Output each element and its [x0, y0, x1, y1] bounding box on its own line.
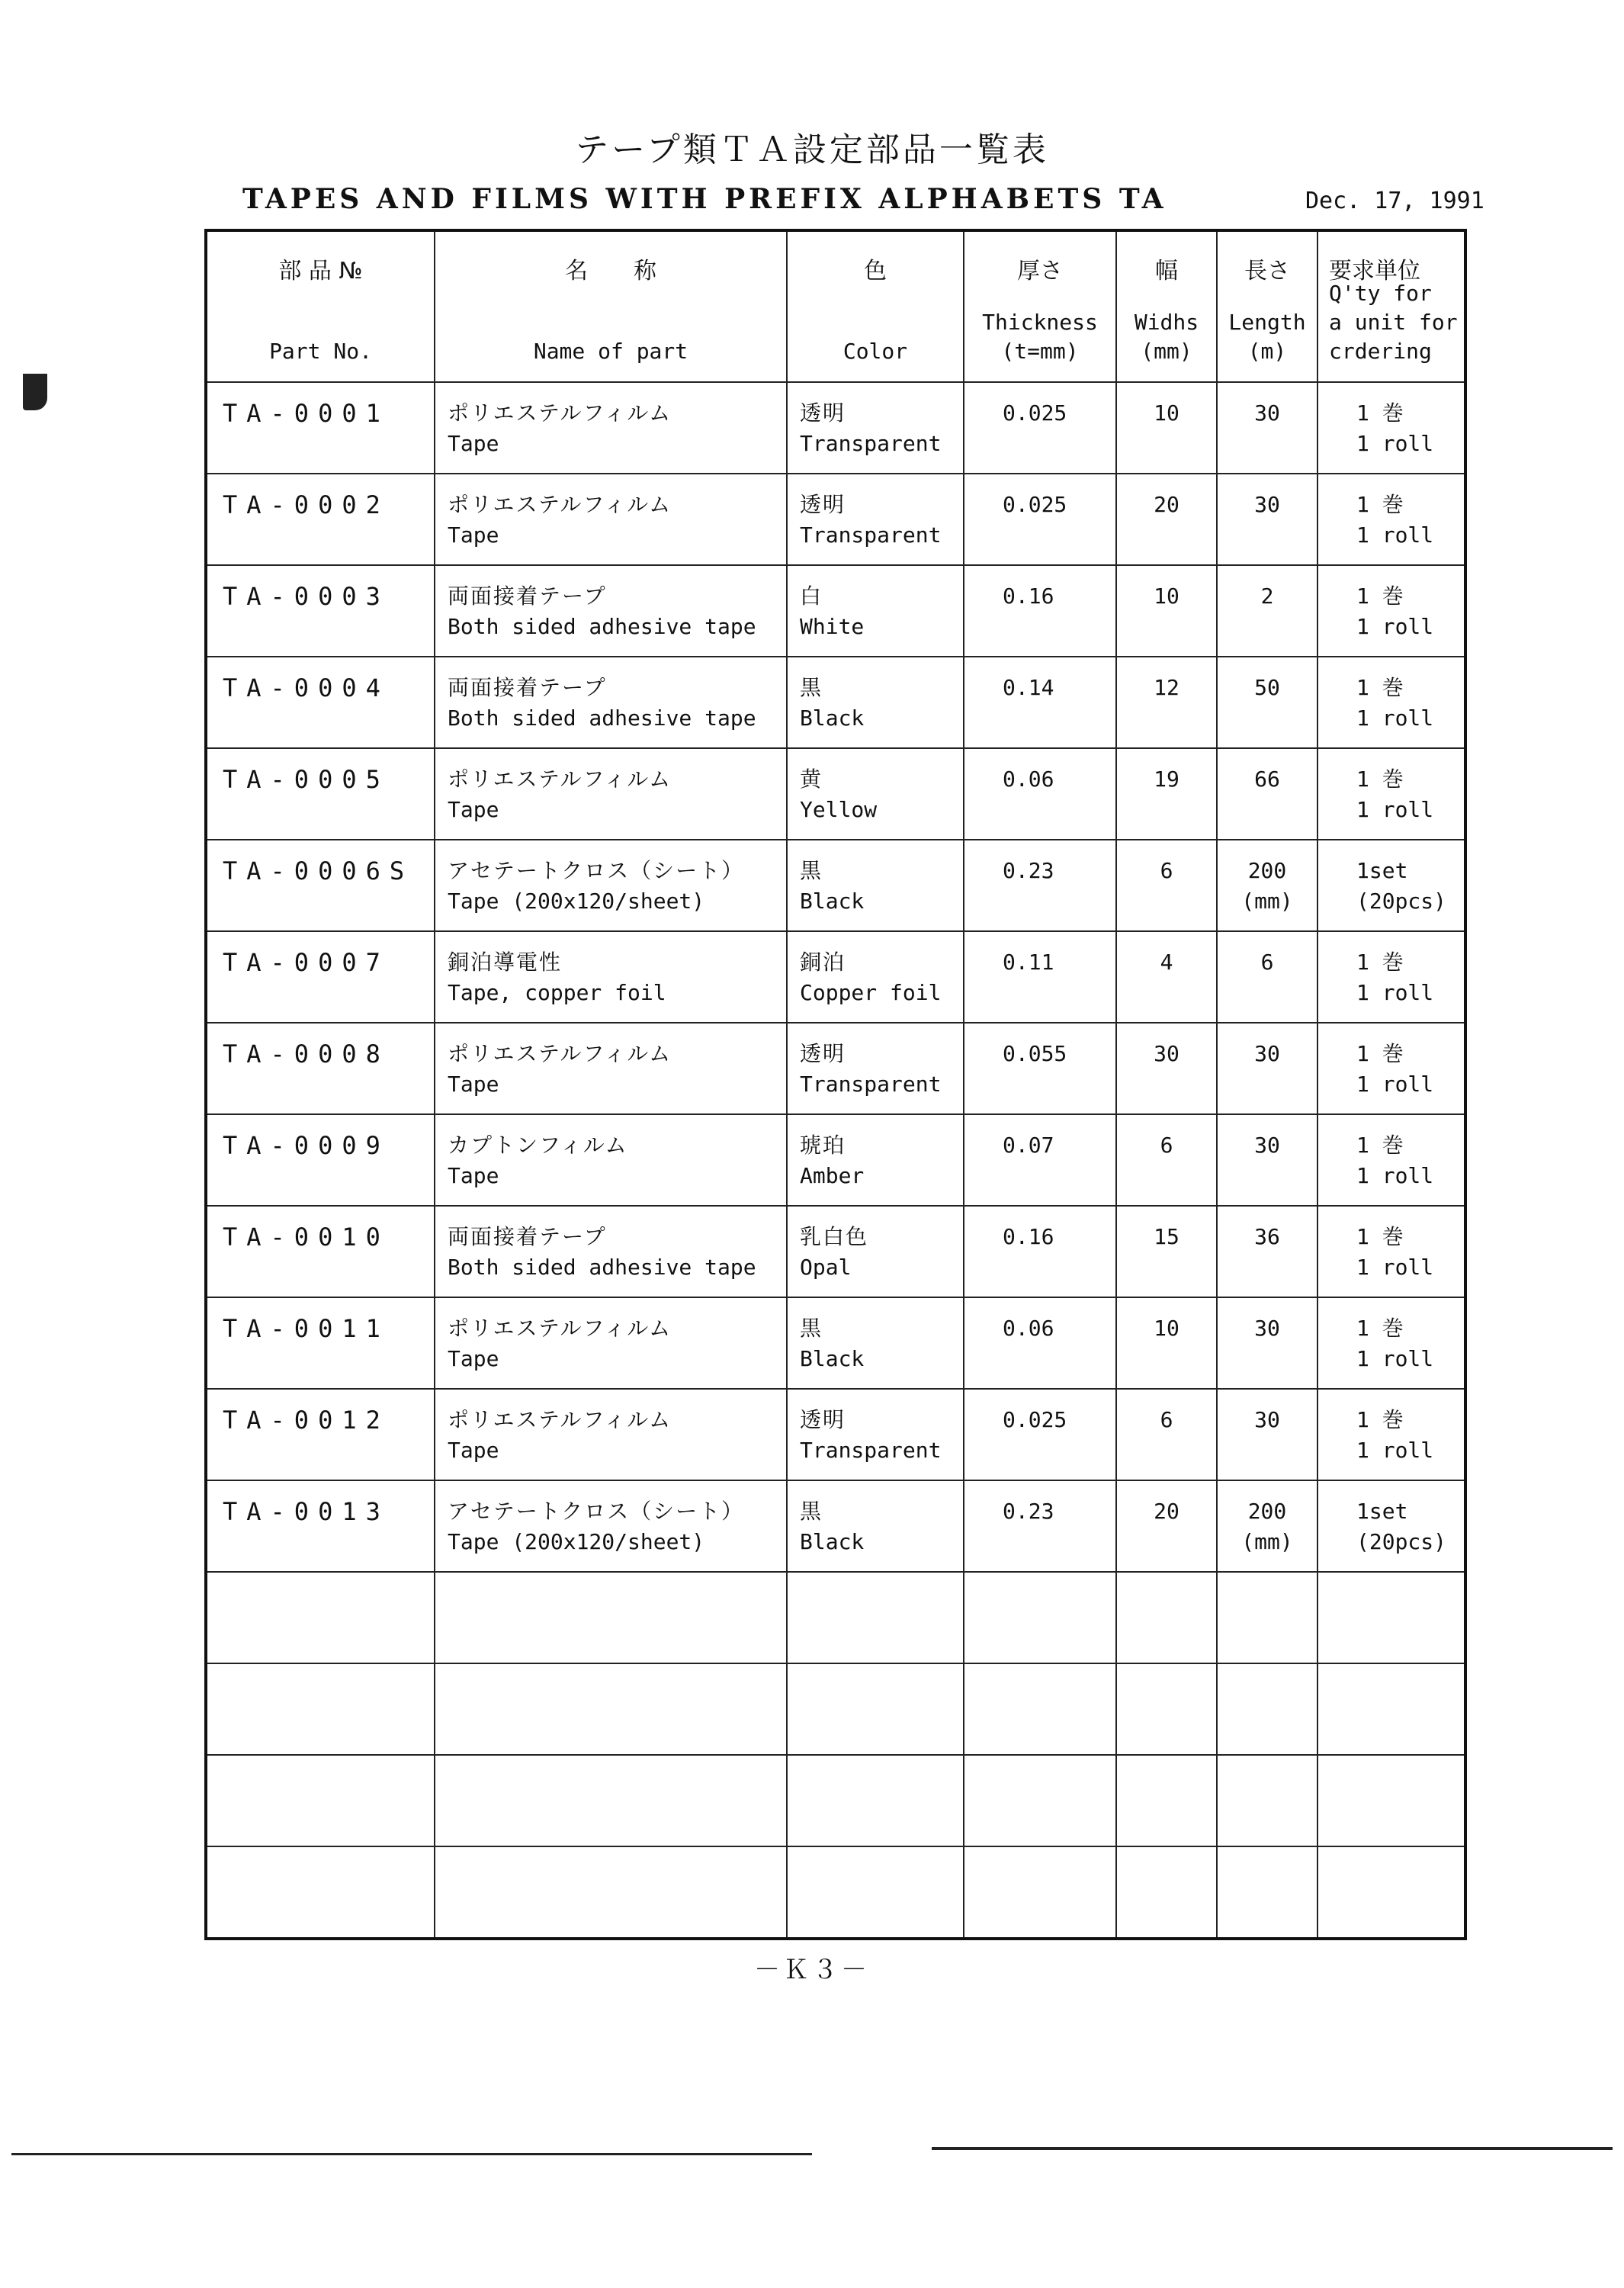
part-name-en: Both sided adhesive tape: [448, 705, 756, 731]
cell-qty: [1317, 840, 1465, 931]
header-part-no-en: Part No.: [269, 339, 372, 364]
empty-cell: [787, 1572, 964, 1663]
length-unit: (mm): [1241, 889, 1293, 914]
part-name-jp: アセテートクロス（シート）: [448, 1499, 745, 1524]
header-color-jp: 色: [864, 258, 887, 284]
cell-part-no: [206, 1206, 435, 1297]
part-name-jp: ポリエステルフィルム: [448, 1316, 672, 1341]
cell-qty: [1317, 474, 1465, 565]
thickness-value: 0.06: [1003, 766, 1054, 792]
qty-line-2: (20pcs): [1356, 889, 1447, 914]
cell-thickness: [964, 1206, 1116, 1297]
thickness-value: 0.025: [1003, 1407, 1067, 1432]
qty-line-2: 1 roll: [1356, 797, 1434, 822]
thickness-value: 0.23: [1003, 1499, 1054, 1524]
header-width: [1116, 230, 1217, 382]
width-value: 6: [1160, 1133, 1173, 1158]
color-jp: 銅泊: [800, 950, 846, 975]
color-jp: 黒: [800, 858, 823, 883]
width-value: 4: [1160, 950, 1173, 975]
cell-qty: [1317, 748, 1465, 840]
cell-width: [1116, 1389, 1217, 1480]
empty-cell: [206, 1755, 435, 1846]
length-value: 30: [1254, 1316, 1280, 1341]
qty-line-1: 1 巻: [1356, 1407, 1404, 1432]
empty-cell: [435, 1846, 787, 1939]
part-name-jp: カプトンフィルム: [448, 1133, 628, 1158]
empty-table-row: [206, 1572, 1465, 1663]
part-name-en: Tape (200x120/sheet): [448, 889, 705, 914]
header-length-en: Length (m): [1228, 310, 1306, 364]
cell-thickness: [964, 474, 1116, 565]
header-qty-en: Q'ty for a unit for crdering: [1329, 281, 1458, 364]
binding-hole-mark: [23, 374, 47, 410]
qty-line-1: 1set: [1356, 858, 1408, 883]
color-jp: 黒: [800, 1316, 823, 1341]
color-en: Transparent: [800, 431, 942, 456]
part-name-jp: ポリエステルフィルム: [448, 766, 672, 792]
cell-length: [1217, 748, 1317, 840]
color-jp: 白: [800, 583, 823, 609]
part-name-jp: 両面接着テープ: [448, 1224, 607, 1249]
length-value: 30: [1254, 1407, 1280, 1432]
color-en: Copper foil: [800, 980, 942, 1005]
cell-part-no: [206, 382, 435, 474]
cell-thickness: [964, 1023, 1116, 1114]
cell-name: [435, 474, 787, 565]
width-value: 15: [1154, 1224, 1179, 1249]
empty-table-row: [206, 1755, 1465, 1846]
qty-line-2: 1 roll: [1356, 705, 1434, 731]
cell-thickness: [964, 840, 1116, 931]
cell-part-no: [206, 931, 435, 1023]
cell-length: [1217, 1206, 1317, 1297]
color-jp: 琥珀: [800, 1133, 846, 1158]
qty-line-1: 1 巻: [1356, 583, 1404, 609]
cell-qty: [1317, 1206, 1465, 1297]
qty-line-2: 1 roll: [1356, 1438, 1434, 1463]
qty-line-2: 1 roll: [1356, 431, 1434, 456]
length-value: 200: [1247, 858, 1287, 883]
cell-name: [435, 1114, 787, 1206]
cell-part-no: [206, 748, 435, 840]
table-row: [206, 565, 1465, 657]
header-thickness-jp: 厚さ: [1017, 258, 1063, 284]
cell-part-no: [206, 657, 435, 748]
qty-line-1: 1set: [1356, 1499, 1408, 1524]
header-length-jp: 長さ: [1244, 258, 1290, 284]
qty-line-1: 1 巻: [1356, 400, 1404, 426]
part-number: TA-0003: [223, 582, 390, 611]
cell-name: [435, 931, 787, 1023]
table-row: [206, 1480, 1465, 1572]
header-part-no: [206, 230, 435, 382]
color-en: Transparent: [800, 522, 942, 548]
cell-width: [1116, 1480, 1217, 1572]
table-row: [206, 1114, 1465, 1206]
cell-length: [1217, 1297, 1317, 1389]
empty-cell: [206, 1846, 435, 1939]
part-number: TA-0006S: [223, 856, 414, 885]
part-name-en: Tape, copper foil: [448, 980, 666, 1005]
part-number: TA-0008: [223, 1040, 390, 1068]
empty-cell: [1217, 1755, 1317, 1846]
length-value: 2: [1260, 583, 1274, 609]
table-row: [206, 1206, 1465, 1297]
cell-qty: [1317, 1480, 1465, 1572]
cell-length: [1217, 931, 1317, 1023]
cell-color: [787, 1023, 964, 1114]
empty-cell: [1116, 1846, 1217, 1939]
cell-color: [787, 1480, 964, 1572]
cell-name: [435, 1389, 787, 1480]
qty-line-1: 1 巻: [1356, 950, 1404, 975]
part-name-en: Tape: [448, 1438, 499, 1463]
part-name-en: Tape: [448, 522, 499, 548]
color-jp: 黄: [800, 766, 823, 792]
header-color: [787, 230, 964, 382]
cell-part-no: [206, 1297, 435, 1389]
part-name-jp: ポリエステルフィルム: [448, 492, 672, 517]
cell-width: [1116, 840, 1217, 931]
cell-thickness: [964, 1480, 1116, 1572]
cell-width: [1116, 474, 1217, 565]
cell-qty: [1317, 1297, 1465, 1389]
cell-name: [435, 657, 787, 748]
qty-line-2: (20pcs): [1356, 1529, 1447, 1554]
width-value: 12: [1154, 675, 1179, 700]
part-number: TA-0007: [223, 948, 390, 977]
table-row: [206, 1297, 1465, 1389]
cell-part-no: [206, 1480, 435, 1572]
empty-cell: [787, 1663, 964, 1755]
qty-line-2: 1 roll: [1356, 980, 1434, 1005]
cell-thickness: [964, 931, 1116, 1023]
length-value: 66: [1254, 766, 1280, 792]
cell-width: [1116, 565, 1217, 657]
document-title-japanese: テープ類ＴＡ設定部品一覧表: [575, 130, 1049, 169]
width-value: 19: [1154, 766, 1179, 792]
qty-line-2: 1 roll: [1356, 522, 1434, 548]
header-length: [1217, 230, 1317, 382]
header-name: [435, 230, 787, 382]
thickness-value: 0.07: [1003, 1133, 1054, 1158]
table-row: [206, 1389, 1465, 1480]
empty-cell: [1217, 1572, 1317, 1663]
qty-line-2: 1 roll: [1356, 1346, 1434, 1371]
cell-color: [787, 1114, 964, 1206]
width-value: 10: [1154, 400, 1179, 426]
cell-name: [435, 1206, 787, 1297]
thickness-value: 0.14: [1003, 675, 1054, 700]
color-jp: 透明: [800, 1041, 846, 1066]
color-en: Black: [800, 1346, 865, 1371]
thickness-value: 0.055: [1003, 1041, 1067, 1066]
part-number: TA-0004: [223, 673, 390, 702]
header-thickness: [964, 230, 1116, 382]
empty-cell: [1217, 1663, 1317, 1755]
color-jp: 透明: [800, 492, 846, 517]
cell-length: [1217, 1023, 1317, 1114]
cell-width: [1116, 748, 1217, 840]
color-jp: 透明: [800, 400, 846, 426]
empty-cell: [1317, 1663, 1465, 1755]
cell-name: [435, 1023, 787, 1114]
color-en: Opal: [800, 1255, 852, 1280]
empty-table-row: [206, 1663, 1465, 1755]
cell-width: [1116, 657, 1217, 748]
part-name-en: Tape: [448, 431, 499, 456]
qty-line-2: 1 roll: [1356, 1255, 1434, 1280]
qty-line-1: 1 巻: [1356, 766, 1404, 792]
part-name-jp: 両面接着テープ: [448, 583, 607, 609]
thickness-value: 0.025: [1003, 400, 1067, 426]
header-name-jp: 名 称: [565, 258, 656, 284]
empty-cell: [206, 1663, 435, 1755]
table-row: [206, 474, 1465, 565]
document-date: Dec. 17, 1991: [1305, 188, 1484, 214]
cell-color: [787, 657, 964, 748]
parts-table: [204, 229, 1467, 1940]
cell-color: [787, 1389, 964, 1480]
length-value: 30: [1254, 1133, 1280, 1158]
cell-width: [1116, 1297, 1217, 1389]
empty-cell: [964, 1755, 1116, 1846]
length-value: 36: [1254, 1224, 1280, 1249]
empty-cell: [1217, 1846, 1317, 1939]
header-qty-jp: 要求単位: [1329, 258, 1420, 284]
table-row: [206, 748, 1465, 840]
part-name-en: Both sided adhesive tape: [448, 614, 756, 639]
cell-color: [787, 565, 964, 657]
cell-length: [1217, 840, 1317, 931]
cell-thickness: [964, 382, 1116, 474]
header-color-en: Color: [842, 339, 908, 364]
color-jp: 黒: [800, 675, 823, 700]
width-value: 10: [1154, 583, 1179, 609]
empty-cell: [1317, 1755, 1465, 1846]
cell-color: [787, 1206, 964, 1297]
color-en: Black: [800, 705, 865, 731]
empty-cell: [964, 1572, 1116, 1663]
color-jp: 黒: [800, 1499, 823, 1524]
table-row: [206, 382, 1465, 474]
empty-cell: [435, 1755, 787, 1846]
color-en: Black: [800, 1529, 865, 1554]
cell-length: [1217, 1114, 1317, 1206]
header-width-jp: 幅: [1155, 258, 1178, 284]
cell-width: [1116, 382, 1217, 474]
table-row: [206, 657, 1465, 748]
cell-length: [1217, 1389, 1317, 1480]
part-name-jp: ポリエステルフィルム: [448, 1041, 672, 1066]
width-value: 20: [1154, 492, 1179, 517]
header-width-en: Widhs (mm): [1134, 310, 1199, 364]
part-number: TA-0005: [223, 765, 390, 794]
header-thickness-en: Thickness (t=mm): [982, 310, 1098, 364]
cell-thickness: [964, 1114, 1116, 1206]
table-row: [206, 840, 1465, 931]
color-jp: 乳白色: [800, 1224, 869, 1249]
length-value: 200: [1247, 1499, 1287, 1524]
cell-qty: [1317, 565, 1465, 657]
cell-width: [1116, 1023, 1217, 1114]
part-name-en: Tape: [448, 1163, 499, 1188]
empty-cell: [787, 1846, 964, 1939]
color-en: White: [800, 614, 865, 639]
width-value: 6: [1160, 1407, 1173, 1432]
cell-length: [1217, 1480, 1317, 1572]
part-name-en: Tape (200x120/sheet): [448, 1529, 705, 1554]
thickness-value: 0.23: [1003, 858, 1054, 883]
cell-width: [1116, 1114, 1217, 1206]
table-header-row: [206, 230, 1465, 382]
part-name-jp: ポリエステルフィルム: [448, 400, 672, 426]
part-name-jp: 銅泊導電性: [448, 950, 563, 975]
qty-line-2: 1 roll: [1356, 614, 1434, 639]
cell-thickness: [964, 565, 1116, 657]
qty-line-1: 1 巻: [1356, 492, 1404, 517]
part-number: TA-0001: [223, 399, 390, 428]
cell-qty: [1317, 657, 1465, 748]
page-bottom-rule-right: [932, 2147, 1613, 2150]
length-value: 6: [1260, 950, 1274, 975]
cell-name: [435, 840, 787, 931]
cell-color: [787, 382, 964, 474]
cell-color: [787, 748, 964, 840]
part-name-en: Tape: [448, 1072, 499, 1097]
cell-part-no: [206, 474, 435, 565]
color-en: Yellow: [800, 797, 878, 822]
cell-name: [435, 382, 787, 474]
part-number: TA-0011: [223, 1314, 390, 1343]
cell-color: [787, 1297, 964, 1389]
empty-cell: [1116, 1755, 1217, 1846]
qty-line-1: 1 巻: [1356, 1041, 1404, 1066]
cell-qty: [1317, 931, 1465, 1023]
part-name-en: Tape: [448, 1346, 499, 1371]
empty-cell: [435, 1663, 787, 1755]
cell-width: [1116, 1206, 1217, 1297]
cell-length: [1217, 474, 1317, 565]
empty-cell: [1116, 1663, 1217, 1755]
part-name-en: Both sided adhesive tape: [448, 1255, 756, 1280]
qty-line-1: 1 巻: [1356, 675, 1404, 700]
qty-line-2: 1 roll: [1356, 1163, 1434, 1188]
empty-table-row: [206, 1846, 1465, 1939]
qty-line-2: 1 roll: [1356, 1072, 1434, 1097]
cell-name: [435, 1297, 787, 1389]
cell-thickness: [964, 748, 1116, 840]
cell-name: [435, 748, 787, 840]
empty-cell: [1317, 1846, 1465, 1939]
cell-length: [1217, 382, 1317, 474]
cell-qty: [1317, 1023, 1465, 1114]
part-number: TA-0012: [223, 1406, 390, 1435]
length-value: 30: [1254, 400, 1280, 426]
cell-qty: [1317, 1114, 1465, 1206]
cell-qty: [1317, 382, 1465, 474]
cell-thickness: [964, 1297, 1116, 1389]
cell-thickness: [964, 1389, 1116, 1480]
thickness-value: 0.06: [1003, 1316, 1054, 1341]
thickness-value: 0.16: [1003, 1224, 1054, 1249]
empty-cell: [206, 1572, 435, 1663]
cell-part-no: [206, 565, 435, 657]
part-number: TA-0013: [223, 1497, 390, 1526]
cell-color: [787, 931, 964, 1023]
empty-cell: [1317, 1572, 1465, 1663]
cell-qty: [1317, 1389, 1465, 1480]
cell-part-no: [206, 1389, 435, 1480]
empty-cell: [435, 1572, 787, 1663]
cell-thickness: [964, 657, 1116, 748]
width-value: 10: [1154, 1316, 1179, 1341]
table-row: [206, 1023, 1465, 1114]
page-bottom-rule-left: [11, 2153, 812, 2155]
cell-length: [1217, 657, 1317, 748]
part-number: TA-0009: [223, 1131, 390, 1160]
qty-line-1: 1 巻: [1356, 1316, 1404, 1341]
width-value: 20: [1154, 1499, 1179, 1524]
cell-part-no: [206, 1023, 435, 1114]
part-name-jp: 両面接着テープ: [448, 675, 607, 700]
length-value: 30: [1254, 492, 1280, 517]
qty-line-1: 1 巻: [1356, 1133, 1404, 1158]
document-title-english: TAPES AND FILMS WITH PREFIX ALPHABETS TA: [242, 183, 1167, 215]
width-value: 6: [1160, 858, 1173, 883]
length-value: 50: [1254, 675, 1280, 700]
cell-name: [435, 1480, 787, 1572]
color-jp: 透明: [800, 1407, 846, 1432]
color-en: Amber: [800, 1163, 865, 1188]
empty-cell: [964, 1663, 1116, 1755]
color-en: Transparent: [800, 1072, 942, 1097]
part-number: TA-0002: [223, 490, 390, 519]
cell-width: [1116, 931, 1217, 1023]
length-unit: (mm): [1241, 1529, 1293, 1554]
cell-color: [787, 840, 964, 931]
thickness-value: 0.025: [1003, 492, 1067, 517]
cell-color: [787, 474, 964, 565]
width-value: 30: [1154, 1041, 1179, 1066]
cell-length: [1217, 565, 1317, 657]
thickness-value: 0.16: [1003, 583, 1054, 609]
header-qty: [1317, 230, 1465, 382]
part-name-en: Tape: [448, 797, 499, 822]
empty-cell: [1116, 1572, 1217, 1663]
cell-part-no: [206, 1114, 435, 1206]
length-value: 30: [1254, 1041, 1280, 1066]
color-en: Transparent: [800, 1438, 942, 1463]
thickness-value: 0.11: [1003, 950, 1054, 975]
part-number: TA-0010: [223, 1223, 390, 1252]
page-number: －Ｋ３－: [754, 1955, 870, 1985]
cell-part-no: [206, 840, 435, 931]
empty-cell: [787, 1755, 964, 1846]
part-name-jp: ポリエステルフィルム: [448, 1407, 672, 1432]
cell-name: [435, 565, 787, 657]
header-part-no-jp: 部 品 №: [278, 258, 363, 284]
header-name-en: Name of part: [533, 339, 688, 364]
color-en: Black: [800, 889, 865, 914]
empty-cell: [964, 1846, 1116, 1939]
qty-line-1: 1 巻: [1356, 1224, 1404, 1249]
table-row: [206, 931, 1465, 1023]
part-name-jp: アセテートクロス（シート）: [448, 858, 745, 883]
